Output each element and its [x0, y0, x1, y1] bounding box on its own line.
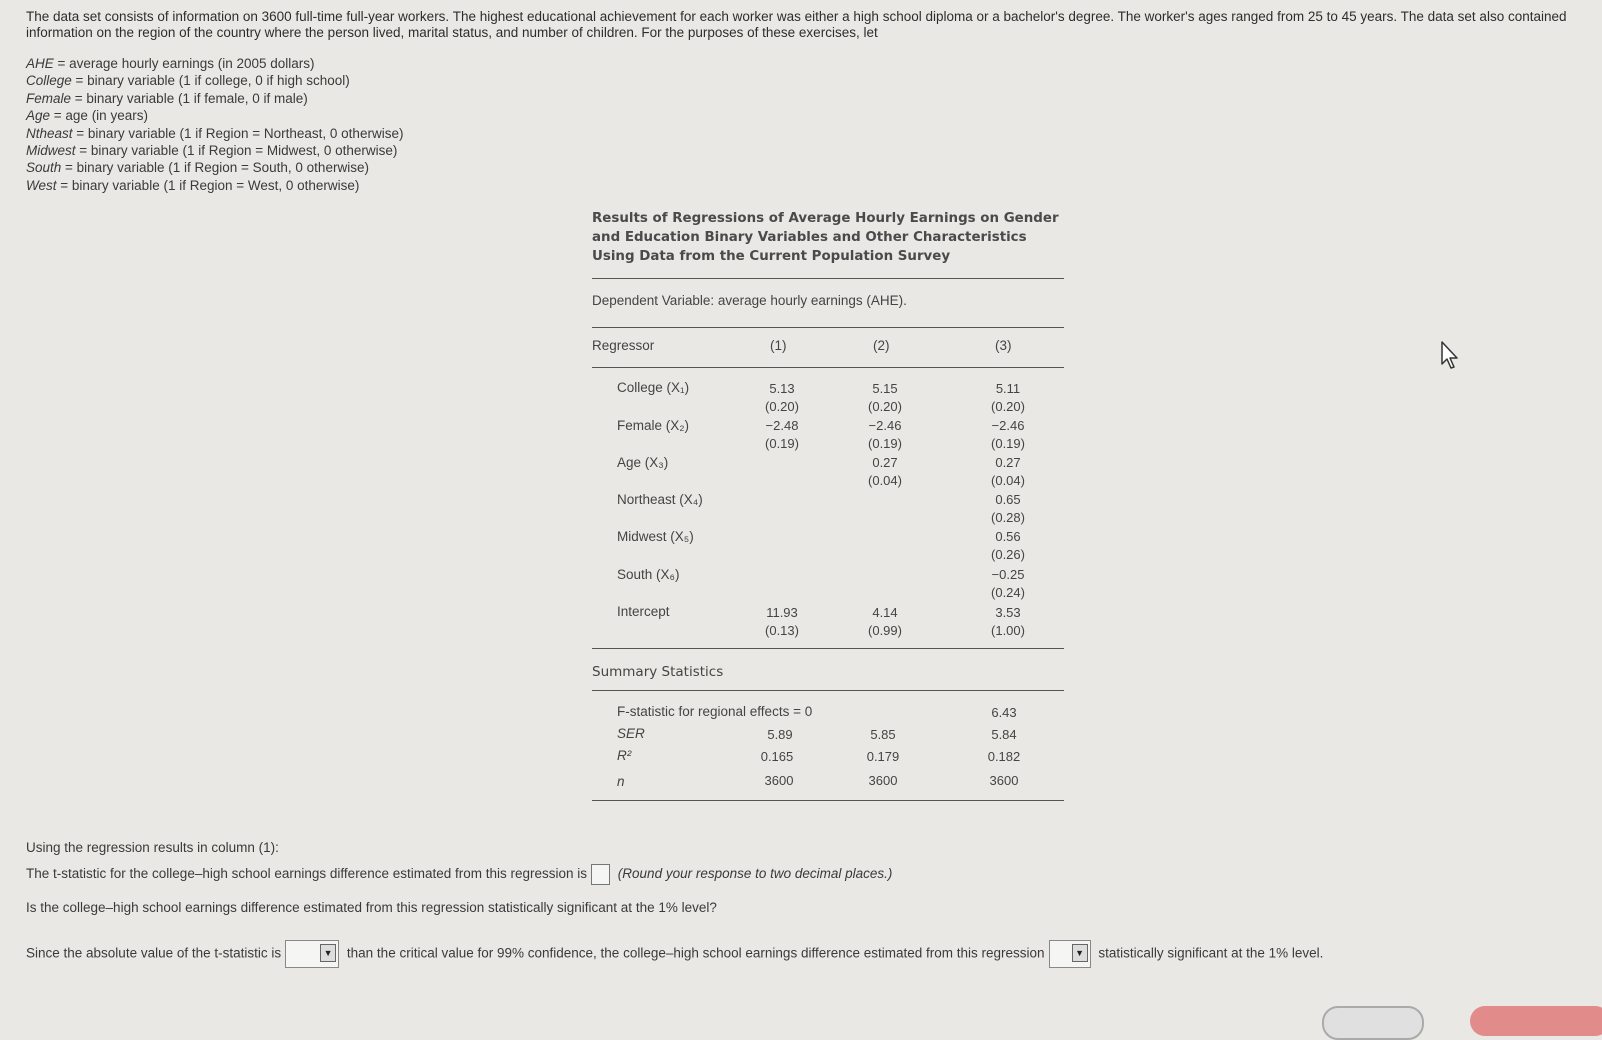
intro-line-1: The data set consists of information on 3600 full-time full-year workers. The highest educational achievement for each worker was either a high school diploma or a bachelor's degree. The worker's ages ranged from 25 to 45 years. The data set also contained	[26, 9, 1567, 24]
intro-line-2: information on the region of the country where the person lived, marital status, and number of children. For the purposes of these exercises, let	[26, 25, 878, 40]
cell-female-col2: −2.46 (0.19)	[868, 418, 902, 451]
definition-midwest: Midwest = binary variable (1 if Region = Midwest, 0 otherwise)	[26, 143, 398, 159]
table-rule-header	[592, 367, 1064, 368]
table-rule-body	[592, 648, 1064, 649]
cell-female-col3: −2.46 (0.19)	[991, 418, 1025, 451]
table-rule-top	[592, 278, 1064, 279]
definition-age: Age = age (in years)	[26, 108, 148, 124]
header-col-3: (3)	[995, 338, 1012, 353]
row-label-female: Female (X₂)	[617, 418, 690, 433]
chevron-down-icon: ▼	[320, 944, 336, 962]
check-answer-button[interactable]	[1470, 1006, 1602, 1036]
question-significance: Is the college–high school earnings difference estimated from this regression statistically significant at the 1% level?	[26, 900, 717, 915]
stat-n-col3: 3600	[989, 773, 1019, 788]
stat-ser-col3: 5.84	[991, 727, 1017, 742]
question-tstat	[26, 864, 892, 885]
stat-n-col1: 3600	[764, 773, 794, 788]
variable-definitions	[26, 55, 403, 194]
definition-college: College = binary variable (1 if college, 0 if high school)	[26, 73, 350, 89]
cell-college-col2: 5.15 (0.20)	[868, 381, 902, 414]
cell-intercept-col2: 4.14 (0.99)	[868, 605, 902, 638]
cell-intercept-col1: 11.93 (0.13)	[765, 605, 799, 638]
chevron-down-icon: ▼	[1072, 944, 1088, 962]
table-title: Results of Regressions of Average Hourly Earnings on Gender and Education Binary Variables and Other Characteristics Using Data from the Current Population Survey	[592, 211, 1059, 264]
intro-text	[26, 9, 1596, 41]
stat-ser-col2: 5.85	[870, 727, 896, 742]
stat-label-ser: SER	[617, 726, 645, 741]
stat-ser-col1: 5.89	[767, 727, 793, 742]
definition-south: South = binary variable (1 if Region = South, 0 otherwise)	[26, 160, 369, 176]
row-label-northeast: Northeast (X₄)	[617, 492, 703, 507]
dependent-variable-label: Dependent Variable: average hourly earnings (AHE).	[592, 293, 907, 308]
header-regressor: Regressor	[592, 338, 655, 353]
definition-female: Female = binary variable (1 if female, 0 if male)	[26, 90, 308, 106]
table-rule-bottom	[592, 800, 1064, 801]
clear-all-button[interactable]	[1322, 1006, 1424, 1040]
cell-age-col2: 0.27 (0.04)	[868, 455, 902, 488]
table-rule-summary	[592, 690, 1064, 691]
cell-northeast-col3: 0.65 (0.28)	[991, 492, 1025, 525]
stat-r2-col3: 0.182	[987, 749, 1021, 764]
cell-intercept-col3: 3.53 (1.00)	[991, 605, 1025, 638]
cell-college-col3: 5.11 (0.20)	[991, 381, 1025, 414]
header-col-2: (2)	[873, 338, 890, 353]
stat-n-col2: 3600	[868, 773, 898, 788]
mouse-cursor-icon	[1440, 340, 1462, 370]
definition-northeast: Ntheast = binary variable (1 if Region = Northeast, 0 otherwise)	[26, 125, 404, 141]
table-rule-dep	[592, 327, 1064, 328]
tstat-answer-input[interactable]	[591, 864, 610, 885]
since-text-c: statistically significant at the 1% level.	[1098, 945, 1324, 961]
tstat-text: The t-statistic for the college–high school earnings difference estimated from this regression is	[26, 866, 588, 882]
since-text-a: Since the absolute value of the t-statistic is	[26, 945, 282, 961]
stat-label-fstat: F-statistic for regional effects = 0	[617, 704, 813, 719]
row-label-south: South (X₆)	[617, 567, 680, 582]
since-text-b: than the critical value for 99% confidence, the college–high school earnings difference estimated from this regression	[346, 945, 1045, 961]
question-since	[26, 940, 1323, 968]
row-label-college: College (X₁)	[617, 380, 690, 395]
row-label-midwest: Midwest (X₅)	[617, 529, 694, 544]
cell-south-col3: −0.25 (0.24)	[991, 567, 1025, 600]
stat-r2-col2: 0.179	[866, 749, 900, 764]
stat-fstat-col3: 6.43	[991, 705, 1017, 720]
cell-age-col3: 0.27 (0.04)	[991, 455, 1025, 488]
row-label-age: Age (X₃)	[617, 455, 669, 470]
question-intro: Using the regression results in column (1):	[26, 840, 279, 855]
stat-label-r2: R²	[617, 748, 632, 763]
comparison-dropdown[interactable]	[285, 940, 339, 968]
cell-female-col1: −2.48 (0.19)	[765, 418, 799, 451]
summary-statistics-title: Summary Statistics	[592, 664, 724, 680]
stat-label-n: n	[617, 774, 625, 789]
row-label-intercept: Intercept	[617, 604, 670, 619]
definition-ahe: AHE = average hourly earnings (in 2005 dollars)	[26, 56, 315, 71]
header-col-1: (1)	[770, 338, 787, 353]
cell-midwest-col3: 0.56 (0.26)	[991, 529, 1025, 562]
tstat-hint: (Round your response to two decimal places.)	[617, 866, 893, 882]
definition-west: West = binary variable (1 if Region = West, 0 otherwise)	[26, 177, 360, 193]
significance-dropdown[interactable]	[1049, 940, 1091, 968]
cell-college-col1: 5.13 (0.20)	[765, 381, 799, 414]
stat-r2-col1: 0.165	[760, 749, 794, 764]
